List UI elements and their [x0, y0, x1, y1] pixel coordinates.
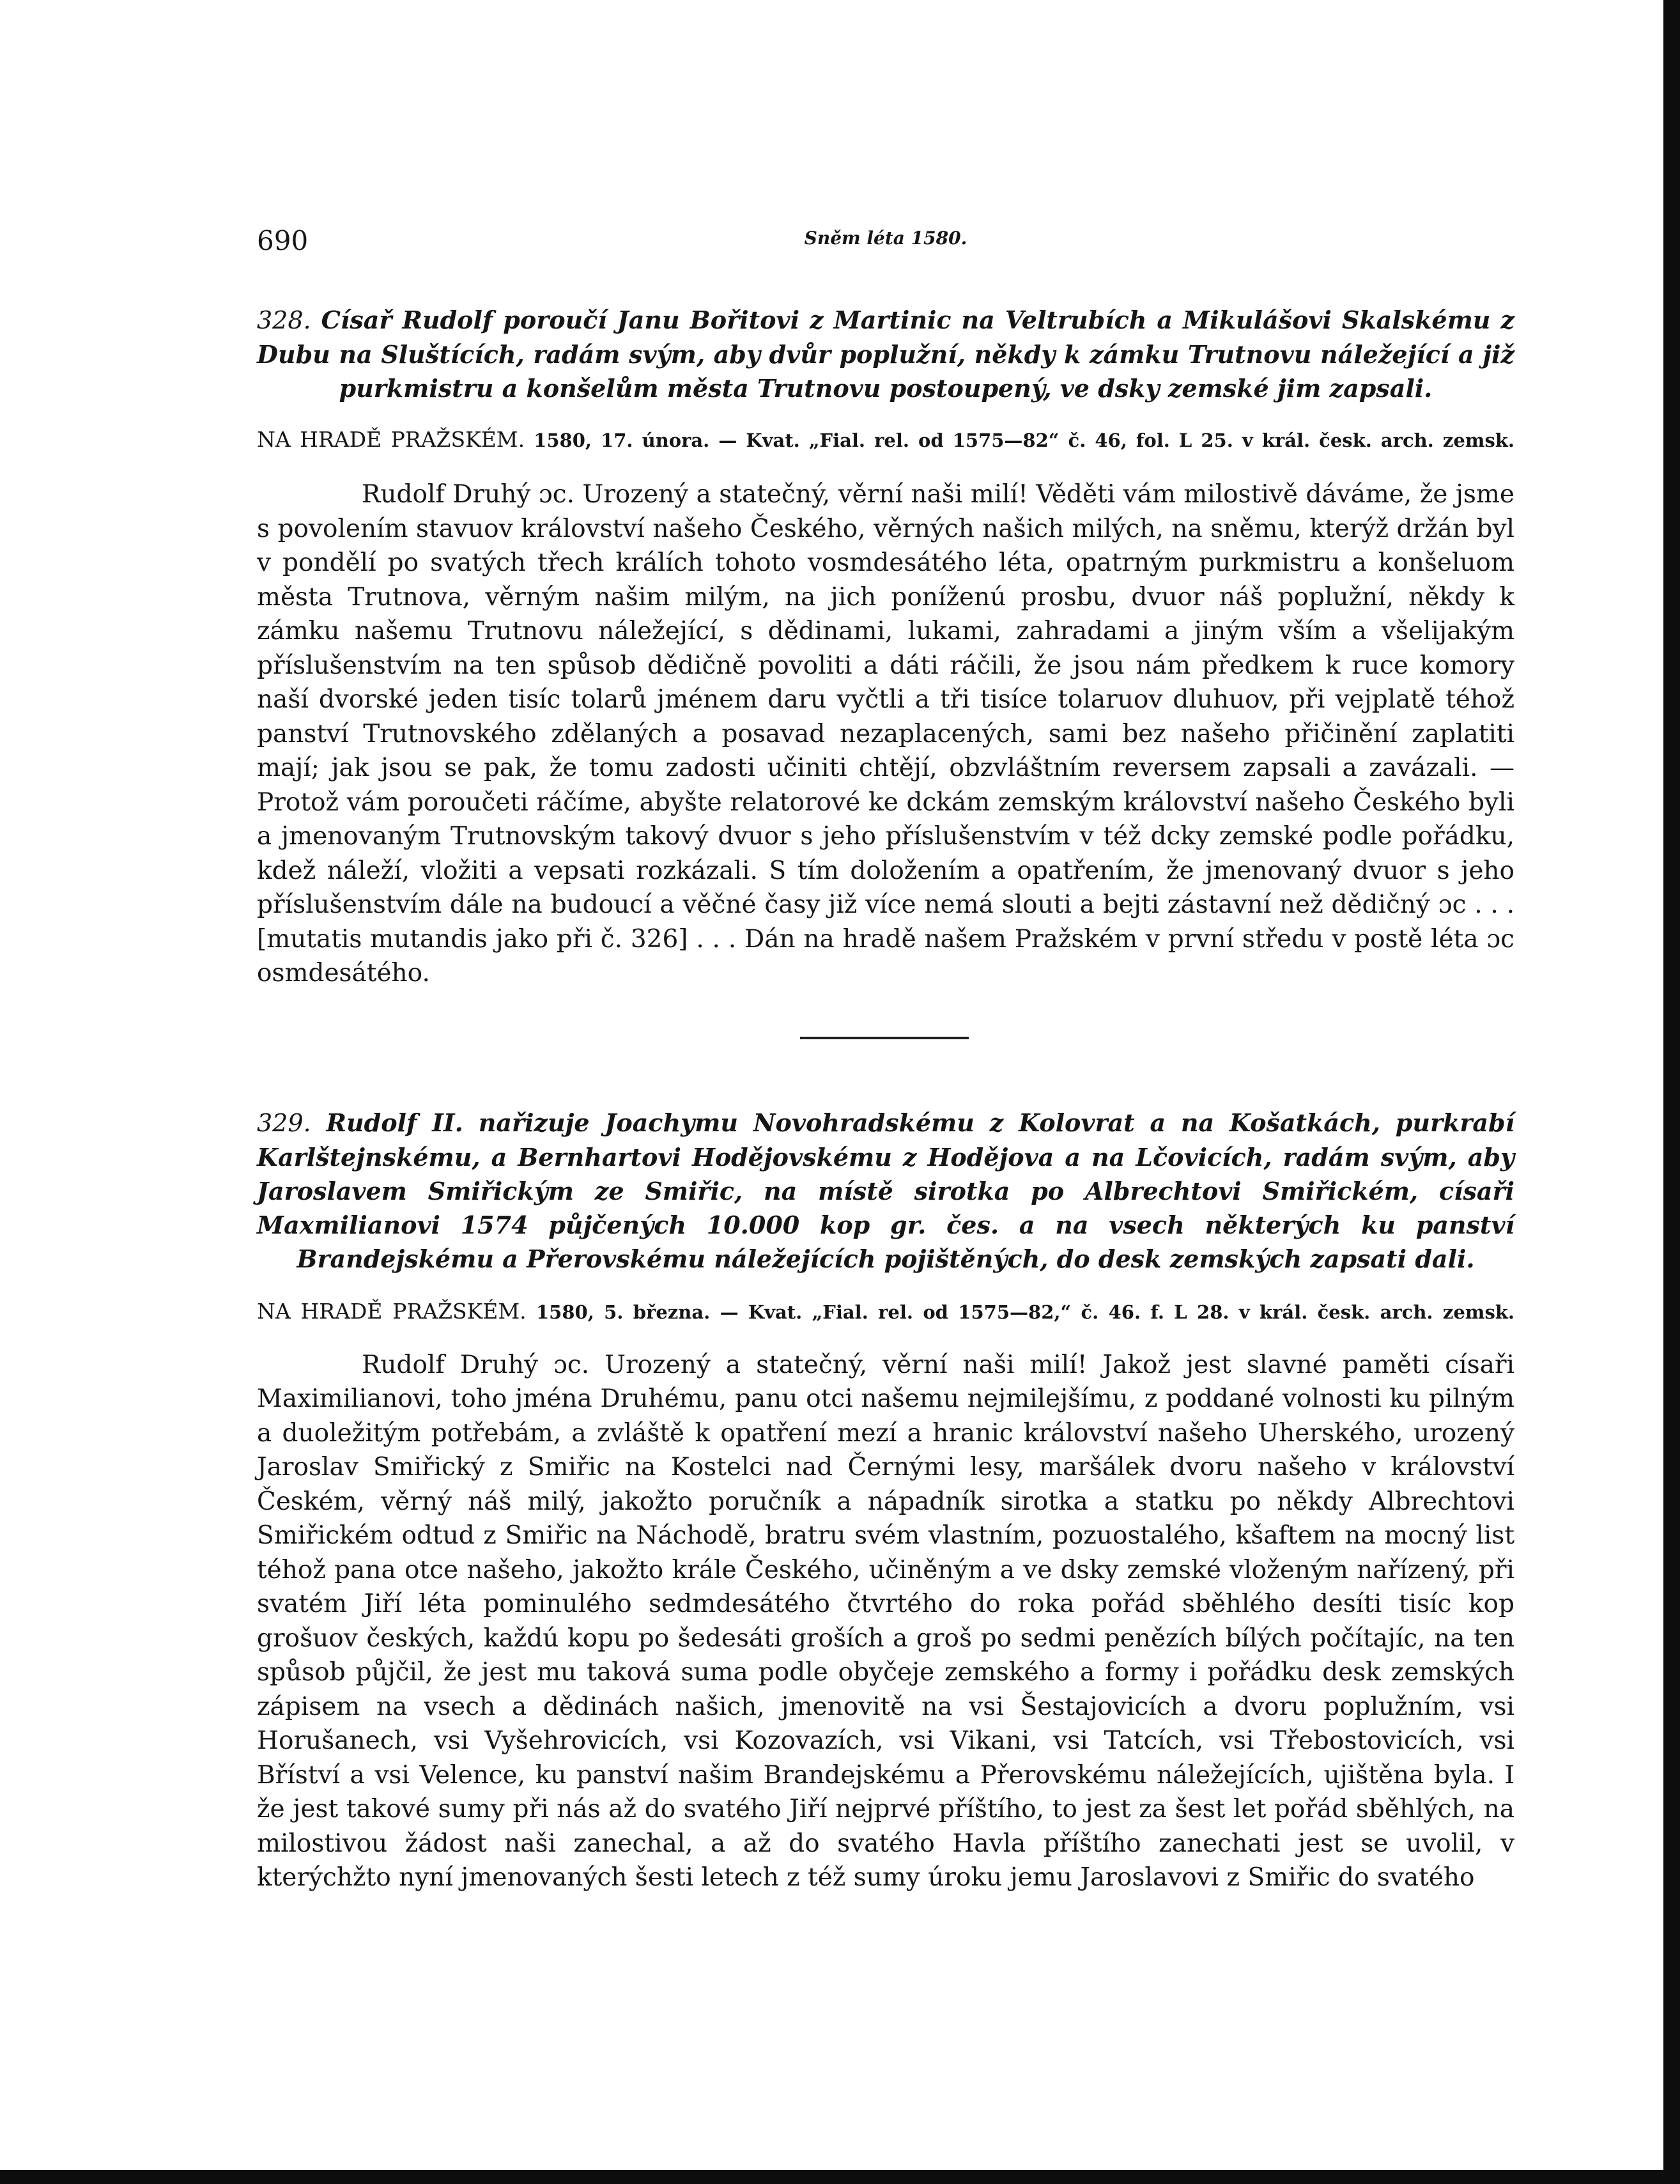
source-citation: 1580, 17. února. — Kvat. „Fial. rel. od 1575—82“ č. 46, fol. L 25. v král. česk. arch. zemsk.	[534, 430, 1514, 451]
page-header	[257, 225, 1514, 261]
scan-border-bottom	[0, 2170, 1680, 2184]
scan-border-right	[1663, 0, 1680, 2184]
page-number: 690	[257, 225, 309, 256]
entry-text: Rudolf Druhý ɔc. Urozený a statečný, věrní naši milí! Věděti vám milostivě dáváme, že jsme s povolením stavuov království našeho Českého, věrných našich milých, na sněmu, kterýž držán byl v pondělí po svatých třech králích tohoto vosmdesátého léta, opatrným purkmistru a konšeluom města Trutnova, věrným našim milým, na jich poníženú prosbu, dvuor náš poplužní, někdy k zámku našemu Trutnovu náležející, s dědinami, lukami, zahradami a jiným vším a všelijakým příslušenstvím na ten spůsob dědičně povoliti a dáti ráčili, že jsou nám předkem k ruce komory naší dvorské jeden tisíc tolarů jménem daru vyčtli a tři tisíce tolaruov dluhuov, při vejplatě téhož panství Trutnovského zdělaných a posavad nezaplacených, sami bez našeho přičinění zaplatiti mají; jak jsou se pak, že tomu zadosti učiniti chtějí, obzvláštním reversem zapsali a zavázali. — Protož vám poroučeti ráčíme, abyšte relatorové ke dckám zemským království našeho Českého byli a jmenovaným Trutnovským takový dvuor s jeho příslušenstvím v též dcky zemské podle pořádku, kdež náleží, vložiti a vepsati rozkázali. S tím doložením a opatřením, že jmenovaný dvuor s jeho příslušenstvím dále na budoucí a věčné časy již více nemá slouti a bejti zástavní než dědičný ɔc . . . [mutatis mutandis jako při č. 326] . . . Dán na hradě našem Pražském v první středu v postě léta ɔc osmdesátého.	[257, 480, 1514, 987]
document-page	[257, 225, 1514, 1895]
source-citation: 1580, 5. března. — Kvat. „Fial. rel. od 1575—82,“ č. 46. f. L 28. v král. česk. arch. zemsk.	[536, 1301, 1514, 1323]
section-divider	[800, 1037, 969, 1039]
entry-summary	[257, 303, 1514, 405]
entry-number: 328.	[257, 306, 311, 334]
source-place: NA HRADĚ PRAŽSKÉM.	[257, 427, 525, 452]
entry-summary-text: Císař Rudolf poroučí Janu Bořitovi z Martinic na Veltrubích a Mikulášovi Skalskému z Dubu na Sluštících, radám svým, aby dvůr poplužní, někdy k zámku Trutnovu náležející a již purkmistru a konšelům města Trutnovu postoupený, ve dsky zemské jim zapsali.	[257, 306, 1515, 403]
source-place: NA HRADĚ PRAŽSKÉM.	[257, 1298, 527, 1324]
entry-text: Rudolf Druhý ɔc. Urozený a statečný, věrní naši milí! Jakož jest slavné paměti císaři Maximilianovi, toho jména Druhému, panu otci našemu nejmilejšímu, z poddané volnosti ku pilným a duoležitým potřebám, a zvláště k opatření mezí a hranic království našeho Uherského, urozený Jaroslav Smiřický z Smiřic na Kostelci nad Černými lesy, maršálek dvoru našeho v království Českém, věrný náš milý, jakožto poručník a nápadník sirotka a statku po někdy Albrechtovi Smiřickém odtud z Smiřic na Náchodě, bratru svém vlastním, pozuostalého, kšaftem na mocný list téhož pana otce našeho, jakožto krále Českého, učiněným a ve dsky zemské vloženým nařízený, při svatém Jiří léta pominulého sedmdesátého čtvrtého do roka pořád sběhlého desíti tisíc kop grošuov českých, každú kopu po šedesáti groších a groš po sedmi penězích bílých počítajíc, na ten spůsob půjčil, že jest mu taková suma podle obyčeje zemského a formy i pořádku desk zemských zápisem na vsech a dědinách našich, jmenovitě na vsi Šestajovicích a dvoru poplužním, vsi Horušanech, vsi Vyšehrovicích, vsi Kozovazích, vsi Vikani, vsi Tatcích, vsi Třebostovicích, vsi Bříství a vsi Velence, ku panství našim Brandejskému a Přerovskému náležejících, ujištěna byla. I že jest takové sumy při nás až do svatého Jiří nejprvé příštího, to jest za šest let pořád sběhlých, na milostivou žádost naši zanechal, a až do svatého Havla příštího zanechati jest se uvolil, v kterýchžto nyní jmenovaných šesti letech z též sumy úroku jemu Jaroslavovi z Smiřic do svatého	[257, 1350, 1514, 1892]
entry-summary	[257, 1106, 1514, 1276]
entry-source	[257, 427, 1514, 453]
entry-summary-text: Rudolf II. nařizuje Joachymu Novohradskému z Kolovrat a na Košatkách, purkrabí Karlštejnskému, a Bernhartovi Hodějovskému z Hodějova a na Lčovicích, radám svým, aby Jaroslavem Smiřickým ze Smiřic, na místě sirotka po Albrechtovi Smiřickém, císaři Maxmilianovi 1574 půjčených 10.000 kop gr. čes. a na vsech některých ku panství Brandejskému a Přerovskému náležejících pojištěných, do desk zemských zapsati dali.	[257, 1108, 1515, 1273]
entry-source	[257, 1299, 1514, 1325]
running-title: Sněm léta 1580.	[804, 228, 967, 249]
entry-number: 329.	[257, 1108, 311, 1137]
